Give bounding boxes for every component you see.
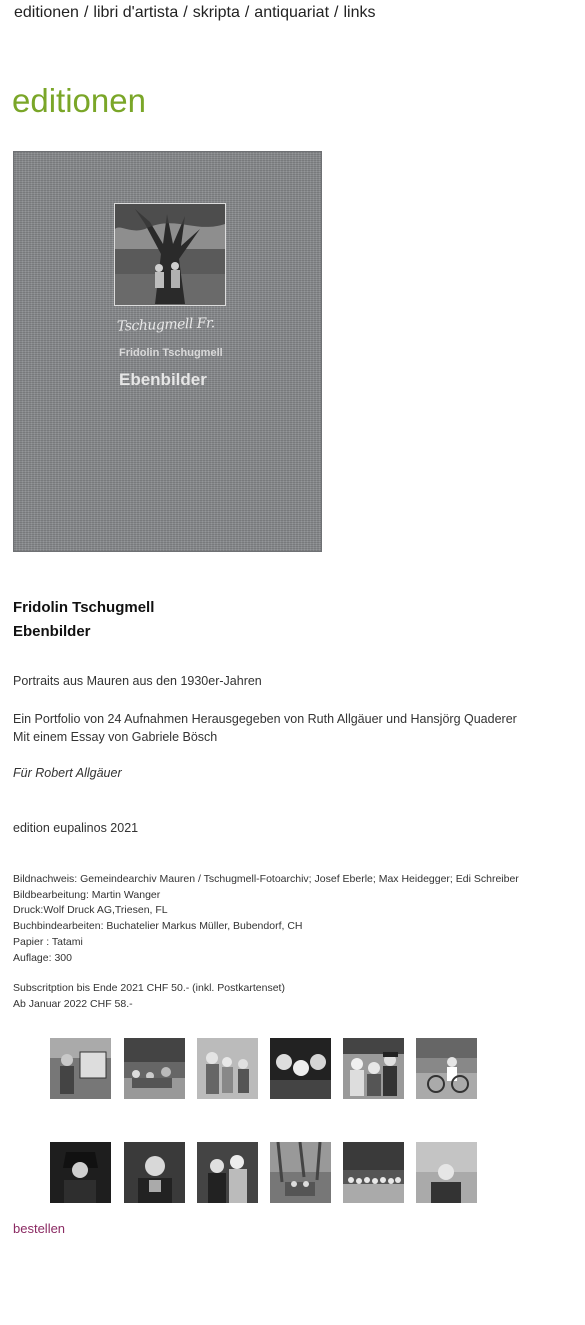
- gallery-thumbnail[interactable]: [50, 1142, 111, 1203]
- thumbnail-photo: [197, 1038, 258, 1099]
- gallery-thumbnail[interactable]: [50, 1038, 111, 1099]
- thumbnail-photo: [270, 1142, 331, 1203]
- gallery-thumbnail[interactable]: [270, 1038, 331, 1099]
- nav-item-links[interactable]: links: [343, 4, 376, 21]
- book-description-line: Ein Portfolio von 24 Aufnahmen Herausgegeben von Ruth Allgäuer und Hansjörg Quaderer: [13, 712, 517, 726]
- thumbnail-photo: [343, 1142, 404, 1203]
- gallery-thumbnail[interactable]: [416, 1142, 477, 1203]
- price-line: Subscritption bis Ende 2021 CHF 50.- (inkl. Postkartenset): [13, 982, 285, 994]
- cover-photo-tree-portrait: [115, 204, 225, 305]
- credit-line: Bildnachweis: Gemeindearchiv Mauren / Tschugmell-Fotoarchiv; Josef Eberle; Max Heidegger; Edi Schreiber: [13, 873, 519, 885]
- nav-item-antiquariat[interactable]: antiquariat: [254, 4, 330, 21]
- cover-signature: Tschugmell Fr.: [116, 315, 215, 335]
- cover-author: Fridolin Tschugmell: [119, 347, 223, 359]
- thumbnail-photo: [124, 1142, 185, 1203]
- credit-line: Bildbearbeitung: Martin Wanger: [13, 888, 161, 901]
- book-title: Ebenbilder: [13, 623, 91, 640]
- gallery-thumbnail[interactable]: [343, 1142, 404, 1203]
- gallery-thumbnail[interactable]: [124, 1142, 185, 1203]
- main-nav: [14, 4, 375, 22]
- thumbnail-photo: [343, 1038, 404, 1099]
- gallery-thumbnail[interactable]: [270, 1142, 331, 1203]
- book-description-line: Mit einem Essay von Gabriele Bösch: [13, 730, 218, 744]
- thumbnail-photo: [270, 1038, 331, 1099]
- credit-line: Buchbindearbeiten: Buchatelier Markus Müller, Bubendorf, CH: [13, 920, 303, 933]
- book-subtitle: Portraits aus Mauren aus den 1930er-Jahren: [13, 674, 262, 688]
- credits-list: [13, 872, 519, 966]
- credit-line: Papier : Tatami: [13, 935, 83, 948]
- cover-title: Ebenbilder: [119, 370, 207, 389]
- order-link[interactable]: bestellen: [13, 1221, 66, 1236]
- book-author: Fridolin Tschugmell: [13, 599, 155, 616]
- credit-line: Druck:Wolf Druck AG,Triesen, FL: [13, 904, 168, 917]
- nav-separator: /: [83, 4, 89, 21]
- page-title: editionen: [12, 82, 146, 119]
- nav-item-skripta[interactable]: skripta: [192, 4, 240, 21]
- gallery-thumbnail[interactable]: [416, 1038, 477, 1099]
- thumbnail-photo: [50, 1038, 111, 1099]
- gallery-thumbnail[interactable]: [124, 1038, 185, 1099]
- credit-line: Auflage: 300: [13, 951, 72, 964]
- book-dedication: Für Robert Allgäuer: [13, 766, 122, 780]
- nav-item-libri-d-artista[interactable]: libri d'artista: [93, 4, 179, 21]
- thumbnail-photo: [124, 1038, 185, 1099]
- book-edition: edition eupalinos 2021: [13, 821, 139, 835]
- thumbnail-photo: [197, 1142, 258, 1203]
- book-cover-image[interactable]: [13, 151, 322, 552]
- price-line: Ab Januar 2022 CHF 58.-: [13, 997, 133, 1010]
- nav-separator: /: [334, 4, 339, 21]
- nav-separator: /: [244, 4, 250, 21]
- pricing-info: [13, 981, 285, 1012]
- thumbnail-photo: [416, 1038, 477, 1099]
- gallery-thumbnail[interactable]: [197, 1142, 258, 1203]
- nav-item-editionen[interactable]: editionen: [14, 4, 79, 21]
- nav-separator: /: [183, 4, 188, 21]
- thumbnail-photo: [416, 1142, 477, 1203]
- cover-photo: [114, 203, 226, 306]
- thumbnail-photo: [50, 1142, 111, 1203]
- gallery-thumbnail[interactable]: [197, 1038, 258, 1099]
- gallery-thumbnail[interactable]: [343, 1038, 404, 1099]
